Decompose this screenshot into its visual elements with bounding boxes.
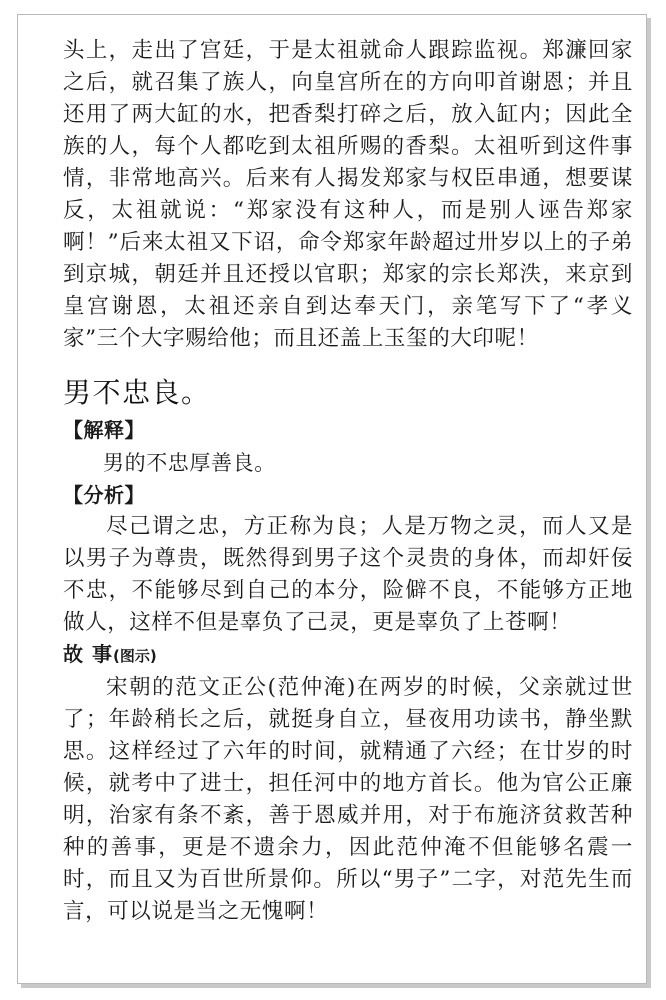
analysis-text: 尽己谓之忠，方正称为良；人是万物之灵，而人又是以男子为尊贵，既然得到男子这个灵贵的身体，而却奸佞不忠，不能够尽到自己的本分，险僻不良，不能够方正地做人，这样不但是辜负了己灵，更是辜负了上苍啊！ <box>63 514 633 635</box>
page-content <box>63 35 633 928</box>
analysis-label: 【分析】 <box>63 483 145 507</box>
explain-text: 男的不忠厚善良。 <box>103 451 276 475</box>
story-label: 故 事 <box>63 642 113 666</box>
explain-label: 【解释】 <box>63 418 145 442</box>
story-label-line <box>63 639 633 672</box>
continued-paragraph: 头上，走出了宫廷，于是太祖就命人跟踪监视。郑濂回家之后，就召集了族人，向皇宫所在的方向叩首谢恩；并且还用了两大缸的水，把香梨打碎之后，放入缸内；因此全族的人，每个人都吃到太祖所赐的香梨。太祖听到这件事情，非常地高兴。后来有人揭发郑家与权臣串通，想要谋反，太祖就说：“郑家没有这种人，而是别人诬告郑家啊！”后来太祖又下诏，命令郑家年龄超过卅岁以上的子弟到京城，朝廷并且还授以官职；郑家的宗长郑泆，来京到皇宫谢恩，太祖还亲自到达奉天门，亲笔写下了“孝义家”三个大字赐给他；而且还盖上玉玺的大印呢！ <box>63 38 633 351</box>
page-frame <box>17 14 647 984</box>
story-tag: (图示) <box>112 647 157 665</box>
section-heading: 男不忠良。 <box>63 376 211 409</box>
story-text: 宋朝的范文正公(范仲淹)在两岁的时候，父亲就过世了；年龄稍长之后，就挺身自立，昼夜用功读书，静坐默思。这样经过了六年的时间，就精通了六经；在廿岁的时候，就考中了进士，担任河中的地方首长。他为官公正廉明，治家有条不紊，善于恩威并用，对于布施济贫救苦种种的善事，更是不遗余力，因此范仲淹不但能够名震一时，而且又为百世所景仰。所以“男子”二字，对范先生而言，可以说是当之无愧啊！ <box>63 675 633 924</box>
